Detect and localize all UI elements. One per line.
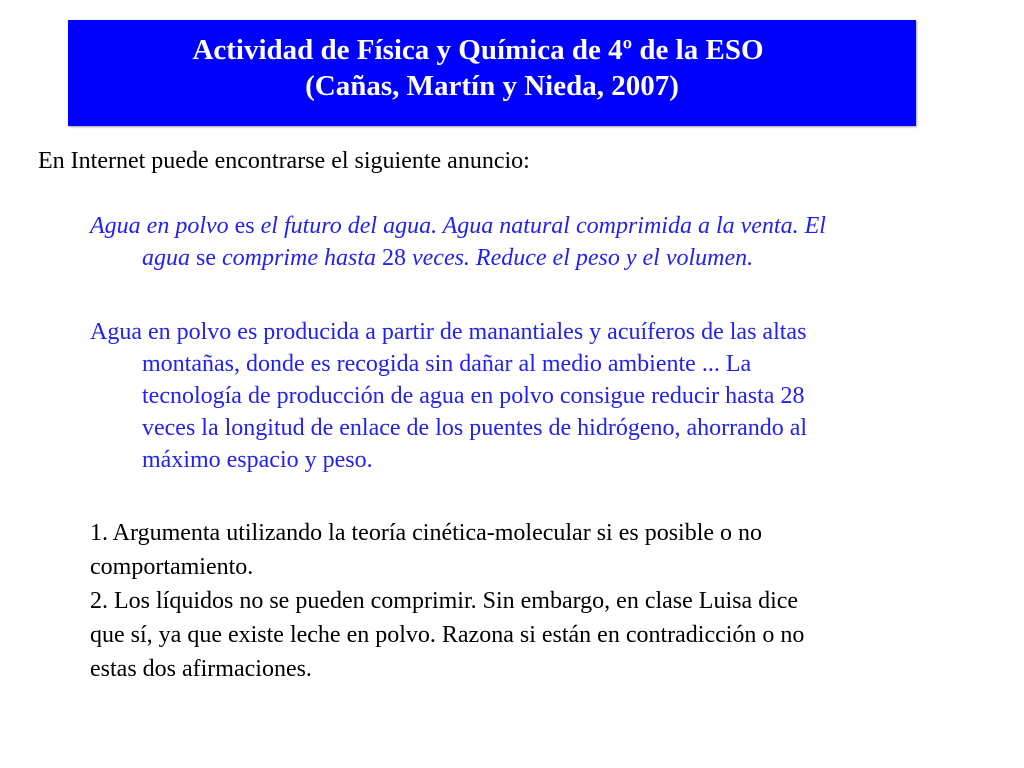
ad-text-segment: es bbox=[228, 213, 261, 239]
ad-paragraph-2-line: montañas, donde es recogida sin dañar al medio ambiente ... La bbox=[142, 351, 752, 377]
question-line: que sí, ya que existe leche en polvo. Razona si están en contradicción o no bbox=[90, 622, 805, 648]
ad-text-segment: comprime hasta bbox=[222, 245, 382, 271]
question-line: estas dos afirmaciones. bbox=[90, 656, 312, 682]
question-line: comportamiento. bbox=[90, 554, 254, 580]
ad-paragraph-2-line: tecnología de producción de agua en polvo consigue reducir hasta 28 bbox=[142, 383, 805, 409]
ad-paragraph-1 bbox=[90, 210, 980, 274]
ad-paragraph-1-line-2 bbox=[90, 242, 980, 274]
ad-paragraph-1-line-1 bbox=[90, 210, 980, 242]
question-line: 2. Los líquidos no se pueden comprimir. Sin embargo, en clase Luisa dice bbox=[90, 588, 799, 614]
ad-text-segment: se bbox=[190, 245, 222, 271]
questions-block bbox=[90, 516, 980, 686]
ad-paragraph-2-line: veces la longitud de enlace de los puentes de hidrógeno, ahorrando al bbox=[142, 415, 808, 441]
ad-text-segment: veces. Reduce el peso y el volumen. bbox=[405, 245, 754, 271]
ad-paragraph-2-line: máximo espacio y peso. bbox=[142, 447, 373, 473]
ad-text-segment: Agua en polvo bbox=[90, 213, 229, 239]
ad-text-segment: 28 bbox=[381, 245, 406, 271]
intro-text: En Internet puede encontrarse el siguiente anuncio: bbox=[38, 148, 530, 174]
question-line: 1. Argumenta utilizando la teoría cinética-molecular si es posible o no bbox=[90, 520, 763, 546]
ad-text-segment: el futuro del agua. Agua natural comprimida a la venta. El bbox=[260, 213, 826, 239]
ad-paragraph-2-line: Agua en polvo es producida a partir de manantiales y acuíferos de las altas bbox=[90, 319, 807, 345]
title-line-1: Actividad de Física y Química de 4º de la ESO bbox=[192, 34, 764, 66]
title-line-2: (Cañas, Martín y Nieda, 2007) bbox=[305, 70, 679, 102]
ad-text-segment: agua bbox=[142, 245, 190, 271]
ad-paragraph-2 bbox=[90, 316, 980, 476]
title-banner bbox=[68, 20, 916, 126]
